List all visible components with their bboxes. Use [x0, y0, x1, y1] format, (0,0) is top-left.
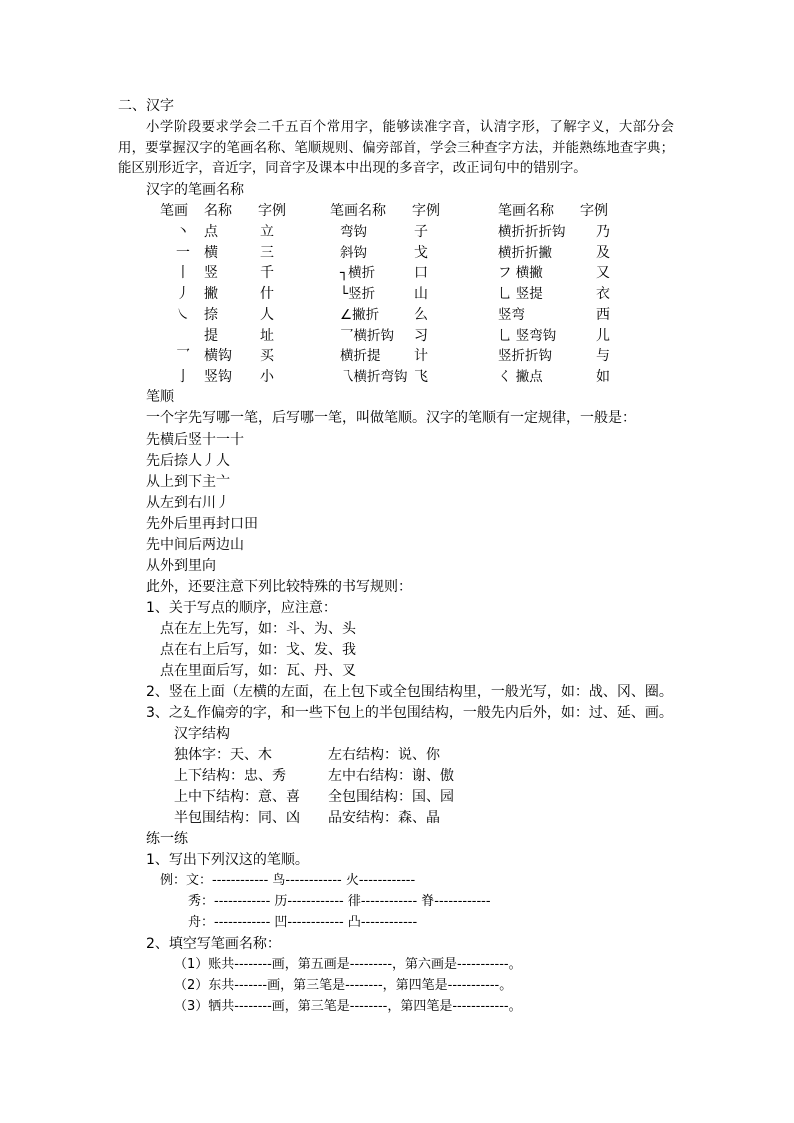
stroke-symbol: 丿: [176, 286, 190, 303]
header-example-2: 字例: [412, 203, 440, 219]
stroke-example-2: 么: [414, 306, 428, 323]
order-rule: 先横后竖十一十: [146, 432, 244, 448]
stroke-name-2: ∠撇折: [340, 306, 380, 323]
stroke-example-2: 口: [414, 265, 428, 282]
item2: 2、竖在上面（左横的左面，在上包下或全包围结构里，一般光写，如：战、冈、圈。: [146, 684, 673, 700]
practice-q2: 2、填空写笔画名称：: [146, 936, 281, 952]
stroke-example-2: 戈: [414, 244, 428, 261]
stroke-name: 捺: [204, 306, 218, 323]
order-definition: 一个字先写哪一笔，后写哪一笔，叫做笔顺。汉字的笔顺有一定规律，一般是：: [146, 410, 636, 426]
stroke-example-2: 计: [414, 348, 428, 365]
stroke-name: 撇: [204, 286, 218, 303]
stroke-symbol: 亅: [176, 368, 190, 385]
stroke-name-2: └竖折: [340, 286, 376, 303]
practice-q2-item: （3）牺共--------画，第三笔是--------，第四笔是------------。: [174, 999, 522, 1014]
header-stroke-name-3: 笔画名称: [498, 203, 554, 219]
stroke-name-2: 斜钩: [340, 244, 367, 261]
stroke-name-2: 横折提: [340, 348, 381, 365]
stroke-name: 横: [204, 244, 218, 261]
item1-line: 点在里面后写，如：瓦、丹、叉: [160, 663, 356, 679]
stroke-example: 千: [260, 265, 274, 282]
structure-left: 半包围结构：同、凶: [174, 810, 300, 826]
item1-title: 1、关于写点的顺序，应注意：: [146, 600, 337, 616]
order-rule: 从上到下主亠: [146, 474, 230, 490]
structure-left: 上中下结构：意、喜: [174, 789, 300, 805]
stroke-name-3: フ 横撇: [498, 265, 543, 282]
stroke-example-3: 又: [596, 265, 610, 282]
stroke-name-2: 乁横折弯钩: [340, 368, 408, 385]
stroke-name-3: 竖折折钩: [498, 348, 552, 365]
section-title: 二、汉字: [118, 98, 174, 114]
stroke-example-3: 儿: [596, 327, 610, 344]
stroke-example-2: 子: [414, 224, 428, 240]
structure-right: 品安结构：森、晶: [328, 810, 440, 826]
stroke-name-3: 乚 竖弯钩: [498, 327, 557, 344]
stroke-example: 买: [260, 348, 274, 365]
stroke-name: 提: [204, 327, 218, 344]
header-name: 名称: [204, 203, 232, 219]
stroke-symbol: ㇏: [176, 306, 190, 323]
item1-line: 点在左上先写，如：斗、为、头: [160, 621, 356, 637]
stroke-symbol: 一: [176, 244, 190, 261]
stroke-name-3: く 撇点: [498, 368, 543, 385]
stroke-example-3: 衣: [596, 286, 610, 303]
stroke-symbol: 乛: [176, 348, 190, 365]
stroke-example: 址: [260, 327, 274, 344]
stroke-name-2: 乛横折钩: [340, 327, 394, 344]
strokes-heading: 汉字的笔画名称: [146, 182, 244, 198]
practice-q1-row: 舟：------------ 凹------------ 凸------------: [188, 915, 418, 930]
structure-heading: 汉字结构: [174, 726, 230, 742]
stroke-example: 三: [260, 244, 274, 261]
stroke-name-3: 横折折折钩: [498, 224, 566, 240]
item3: 3、之廴作偏旁的字，和一些下包上的半包围结构，一般先内后外，如：过、延、画。: [146, 705, 673, 721]
stroke-example-3: 乃: [596, 224, 610, 240]
structure-left: 独体字：天、木: [174, 747, 272, 763]
stroke-example-2: 山: [414, 286, 428, 303]
order-rule: 先中间后两边山: [146, 537, 244, 553]
stroke-name-2: 弯钩: [340, 224, 367, 240]
order-heading: 笔顺: [146, 389, 174, 405]
practice-q1-row: 例：文：------------ 鸟------------ 火------------: [160, 873, 416, 888]
stroke-example: 人: [260, 306, 274, 323]
stroke-example: 什: [260, 286, 274, 303]
stroke-example-3: 如: [596, 368, 610, 385]
structure-right: 左右结构：说、你: [328, 747, 440, 763]
stroke-name-3: 横折折撇: [498, 244, 552, 261]
stroke-name: 横钩: [204, 348, 232, 365]
structure-left: 上下结构：忠、秀: [174, 768, 286, 784]
stroke-example-3: 及: [596, 244, 610, 261]
stroke-name: 竖钩: [204, 368, 232, 385]
header-stroke: 笔画: [160, 203, 188, 219]
practice-q1-row: 秀：------------ 历------------ 徘------------ 脊------------: [188, 894, 491, 909]
stroke-symbol: 丨: [176, 265, 190, 282]
intro-paragraph: 小学阶段要求学会二千五百个常用字，能够读准字音，认清字形，了解字义，大部分会用，要掌握汉字的笔画名称、笔顺规则、偏旁部首，学会三种查字方法，并能熟练地查字典；能区别形近字，音近字，同音字及课本中出现的多音字，改正词句中的错别字。: [118, 120, 674, 176]
order-rule: 先外后里再封口田: [146, 516, 258, 532]
stroke-name-3: 竖弯: [498, 306, 525, 323]
header-stroke-name-2: 笔画名称: [330, 203, 386, 219]
stroke-example: 小: [260, 368, 274, 385]
stroke-example-3: 西: [596, 306, 610, 323]
order-rule: 先后捺人丿人: [146, 453, 230, 469]
item1-line: 点在右上后写，如：戈、发、我: [160, 642, 356, 658]
stroke-name: 竖: [204, 265, 218, 282]
practice-q2-item: （1）账共--------画，第五画是---------，第六画是-----------。: [174, 957, 522, 972]
stroke-example-2: 飞: [414, 368, 428, 385]
structure-right: 全包围结构：国、园: [328, 789, 454, 805]
practice-q1: 1、写出下列汉这的笔顺。: [146, 852, 309, 868]
practice-heading: 练一练: [146, 831, 188, 847]
stroke-symbol: 丶: [176, 224, 190, 240]
stroke-name-3: 乚 竖提: [498, 286, 543, 303]
stroke-name: 点: [204, 224, 218, 240]
stroke-name-2: ┐横折: [340, 265, 376, 282]
stroke-example: 立: [260, 224, 274, 240]
stroke-example-3: 与: [596, 348, 610, 365]
structure-right: 左中右结构：谢、傲: [328, 768, 454, 784]
practice-q2-item: （2）东共-------画，第三笔是--------，第四笔是-----------。: [174, 978, 513, 993]
header-example-3: 字例: [580, 203, 608, 219]
stroke-example-2: 习: [414, 327, 428, 344]
header-example: 字例: [258, 203, 286, 219]
order-rule: 从外到里向: [146, 558, 216, 574]
order-rule: 从左到右川丿: [146, 495, 230, 511]
special-rules-intro: 此外，还要注意下列比较特殊的书写规则：: [146, 579, 412, 595]
